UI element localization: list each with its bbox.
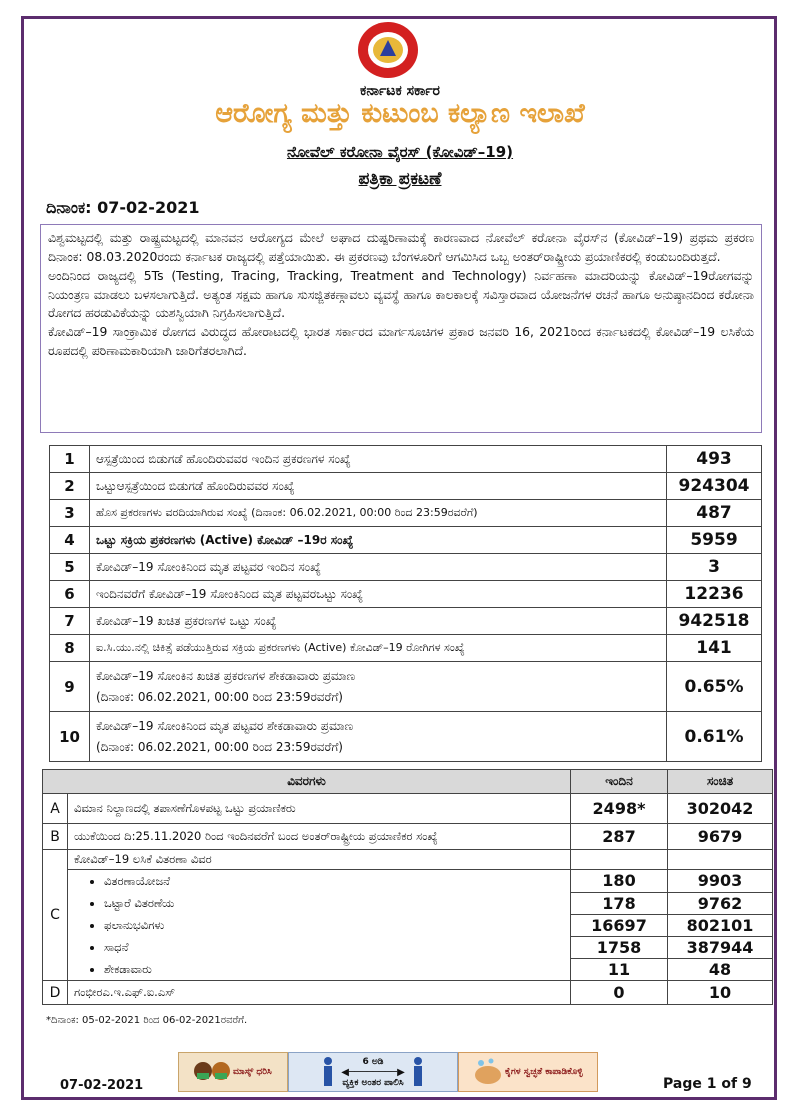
table-row (50, 608, 762, 635)
row-label: ಇಂದಿನವರೆಗೆ ಕೋವಿಡ್–19 ಸೋಂಕಿನಿಂದ ಮೃತ ಪಟ್ಟವರಒಟ್ಟು ಸಂಖ್ಯೆ (90, 581, 667, 608)
handwash-icon (471, 1057, 505, 1087)
vaccine-item-label: • ಒಟ್ಟಾರೆ ವಿತರಣೆಯ (104, 892, 564, 914)
row-today: 180 (571, 870, 668, 893)
row-cumulative: 9903 (668, 870, 773, 893)
page-prefix: Page (663, 1076, 707, 1092)
today-header: ಇಂದಿನ (571, 770, 668, 794)
subject-heading: ನೋವೆಲ್ ಕರೋನಾ ವೈರಸ್ (ಕೋವಿಡ್–19) (286, 143, 514, 161)
row-value: 487 (667, 500, 762, 527)
intro-box (40, 224, 762, 433)
row-today: 0 (571, 981, 668, 1005)
vaccine-item-label: • ಸಾಧನೆ (104, 936, 564, 958)
row-cumulative (668, 850, 773, 870)
row-number: 3 (50, 500, 90, 527)
cumulative-header: ಸಂಚಿತ (668, 770, 773, 794)
row-number: 10 (50, 712, 90, 762)
table-row (50, 662, 762, 712)
distance-text: ವ್ಯಕ್ತಿಕ ಅಂತರ ಪಾಲಿಸಿ (342, 1077, 404, 1088)
row-label: ಯುಕೆಯಿಂದ ದಿ:25.11.2020 ರಿಂದ ಇಂದಿನವರೆಗೆ ಬಂದ ಅಂತರ್‌ರಾಷ್ಟ್ರೀಯ ಪ್ರಯಾಣಿಕರ ಸಂಖ್ಯೆ (68, 824, 571, 850)
table-row (43, 850, 773, 870)
table-row (50, 712, 762, 762)
covid-stats-table (49, 445, 762, 762)
person-icon (411, 1056, 425, 1088)
row-cumulative: 9762 (668, 892, 773, 914)
mask-face-icon (193, 1057, 233, 1087)
row-value: 141 (667, 635, 762, 662)
row-number: 7 (50, 608, 90, 635)
row-label-line: ಕೋವಿಡ್–19 ಸೋಂಕಿನ ಖಚಿತ ಪ್ರಕರಣಗಳ ಶೇಕಡಾವಾರು ಪ್ರಮಾಣ (96, 668, 356, 683)
handwash-text: ಕೈಗಳ ಸ್ವಚ್ಛತೆ ಕಾಪಾಡಿಕೊಳ್ಳಿ (505, 1067, 583, 1077)
vaccine-item-label: • ಫಲಾನುಭವಿಗಳು (104, 914, 564, 936)
row-number: 2 (50, 473, 90, 500)
row-number: 5 (50, 554, 90, 581)
row-number: 1 (50, 446, 90, 473)
vaccine-item (68, 958, 571, 981)
vaccine-item (68, 936, 571, 958)
footnote: *ದಿನಾಂಕ: 05-02-2021 ರಿಂದ 06-02-2021ರವರೆಗೆ. (46, 1015, 248, 1026)
vaccine-item (68, 892, 571, 914)
vaccine-item (68, 870, 571, 893)
govt-name: ಕರ್ನಾಟಕ ಸರ್ಕಾರ (360, 83, 440, 99)
row-value: 3 (667, 554, 762, 581)
department-title: ಆರೋಗ್ಯ ಮತ್ತು ಕುಟುಂಬ ಕಲ್ಯಾಣ ಇಲಾಖೆ (215, 98, 585, 129)
row-number: 9 (50, 662, 90, 712)
row-value: 12236 (667, 581, 762, 608)
row-cumulative: 9679 (668, 824, 773, 850)
table-row (43, 914, 773, 936)
page-of: of (716, 1076, 742, 1092)
vaccine-item-label: • ವಿತರಣಾಯೋಜನೆ (104, 870, 564, 892)
row-value: 493 (667, 446, 762, 473)
distance-value: 6 ಅಡಿ (362, 1056, 384, 1067)
row-label-date: (ದಿನಾಂಕ: 06.02.2021, 00:00 ರಿಂದ 23:59ರವರೆಗೆ) (96, 689, 343, 704)
row-id: C (43, 850, 68, 981)
row-value: 924304 (667, 473, 762, 500)
table-row (50, 581, 762, 608)
row-today: 11 (571, 958, 668, 981)
vaccine-item-label: • ಶೇಕಡಾವಾರು (104, 958, 564, 980)
page-current: 1 (706, 1076, 717, 1092)
row-number: 4 (50, 527, 90, 554)
table-row (43, 936, 773, 958)
row-label: ಐ.ಸಿ.ಯು.ನಲ್ಲಿ ಚಿಕಿತ್ಸೆ ಪಡೆಯುತ್ತಿರುವ ಸಕ್ರಿಯ ಪ್ರಕರಣಗಳು (Active) ಕೋವಿಡ್–19 ರೋಗಿಗಳ ಸಂಖ್ಯೆ (90, 635, 667, 662)
details-header: ವಿವರಗಳು (43, 770, 571, 794)
vaccine-item (68, 914, 571, 936)
row-label: ಹೊಸ ಪ್ರಕರಣಗಳು ವರದಿಯಾಗಿರುವ ಸಂಖ್ಯೆ (ದಿನಾಂಕ: 06.02.2021, 00:00 ರಿಂದ 23:59ರವರೆಗೆ) (90, 500, 667, 527)
table-row (43, 794, 773, 824)
row-label (90, 662, 667, 712)
table-row (50, 446, 762, 473)
row-today (571, 850, 668, 870)
mask-text: ಮಾಸ್ಕ್ ಧರಿಸಿ (233, 1067, 272, 1077)
row-label: ಗಂಭೀರಎ.ಇ.ಎಫ್.ಐ.ಎಸ್ (68, 981, 571, 1005)
table-row (50, 554, 762, 581)
government-seal-icon (343, 20, 433, 80)
row-number: 6 (50, 581, 90, 608)
row-label: ಒಟ್ಟು ಸಕ್ರಿಯ ಪ್ರಕರಣಗಳು (Active) ಕೋವಿಡ್ –19ರ ಸಂಖ್ಯೆ (90, 527, 667, 554)
row-cumulative: 802101 (668, 914, 773, 936)
table-row (43, 958, 773, 981)
row-number: 8 (50, 635, 90, 662)
distance-label (341, 1057, 405, 1088)
vaccine-section-title: ಕೋವಿಡ್–19 ಲಸಿಕೆ ವಿತರಣಾ ವಿವರ (68, 850, 571, 870)
row-cumulative: 48 (668, 958, 773, 981)
row-label (90, 712, 667, 762)
row-value: 942518 (667, 608, 762, 635)
row-label: ಆಸ್ಪತ್ರೆಯಿಂದ ಬಿಡುಗಡೆ ಹೊಂದಿರುವವರ ಇಂದಿನ ಪ್ರಕರಣಗಳ ಸಂಖ್ಯೆ (90, 446, 667, 473)
table-row (43, 981, 773, 1005)
arrow-icon: ◀────────▶ (341, 1066, 405, 1078)
row-label-line: ಕೋವಿಡ್–19 ಸೋಂಕಿನಿಂದ ಮೃತ ಪಟ್ಟವರ ಶೇಕಡಾವಾರು ಪ್ರಮಾಣ (96, 718, 354, 733)
row-cumulative: 10 (668, 981, 773, 1005)
distance-panel (288, 1052, 458, 1092)
handwash-panel (458, 1052, 598, 1092)
table-header-row (43, 770, 773, 794)
table-row (50, 635, 762, 662)
travel-vaccine-table (42, 769, 773, 1005)
row-label: ಕೋವಿಡ್–19 ಖಚಿತ ಪ್ರಕರಣಗಳ ಒಟ್ಟು ಸಂಖ್ಯೆ (90, 608, 667, 635)
table-row (50, 473, 762, 500)
table-row (43, 892, 773, 914)
person-icon (321, 1056, 335, 1088)
row-cumulative: 387944 (668, 936, 773, 958)
footer-date: 07-02-2021 (60, 1078, 144, 1093)
row-label: ಒಟ್ಟುಆಸ್ಪತ್ರೆಯಿಂದ ಬಿಡುಗಡೆ ಹೊಂದಿರುವವರ ಸಂಖ್ಯೆ (90, 473, 667, 500)
page-total: 9 (741, 1076, 752, 1092)
row-id: B (43, 824, 68, 850)
intro-paragraph: ವಿಶ್ವಮಟ್ಟದಲ್ಲಿ ಮತ್ತು ರಾಷ್ಟ್ರಮಟ್ಟದಲ್ಲಿ ಮಾನವನ ಆರೋಗ್ಯದ ಮೇಲೆ ಅಘಾದ ದುಷ್ಪರಿಣಾಮಕ್ಕೆ ಕಾರಣವಾದ ನೋವೆಲ್ ಕರೋನಾ ವೈರಸ್‌ನ (ಕೋವಿಡ್–19) ಪ್ರಥಮ ಪ್ರಕರಣ ದಿನಾಂಕ: 08.03.2020ರಂದು ಕರ್ನಾಟಕ ರಾಜ್ಯದಲ್ಲಿ ಪತ್ತೆಯಾಯಿತು. ಈ ಪ್ರಕರಣವು ಬೆಂಗಳೂರಿಗೆ ಆಗಮಿಸಿದ ಒಬ್ಬ ಅಂತರ್‌ರಾಷ್ಟ್ರೀಯ ಪ್ರಯಾಣಿಕರಲ್ಲಿ ಕಂಡುಬಂದಿರುತ್ತದೆ. (48, 230, 754, 264)
row-value: 0.61% (667, 712, 762, 762)
table-row (43, 870, 773, 893)
row-cumulative: 302042 (668, 794, 773, 824)
row-label: ವಿಮಾನ ನಿಲ್ದಾಣದಲ್ಲಿ ತಪಾಸಣೆಗೊಳಪಟ್ಟ ಒಟ್ಟು ಪ್ರಯಾಣಿಕರು (68, 794, 571, 824)
row-today: 16697 (571, 914, 668, 936)
row-today: 1758 (571, 936, 668, 958)
row-label: ಕೋವಿಡ್–19 ಸೋಂಕಿನಿಂದ ಮೃತ ಪಟ್ಟವರ ಇಂದಿನ ಸಂಖ್ಯೆ (90, 554, 667, 581)
table-row (50, 500, 762, 527)
row-id: D (43, 981, 68, 1005)
row-today: 287 (571, 824, 668, 850)
row-today: 2498* (571, 794, 668, 824)
table-row (50, 527, 762, 554)
intro-paragraph: ಕೋವಿಡ್–19 ಸಾಂಕ್ರಾಮಿಕ ರೋಗದ ವಿರುದ್ಧದ ಹೋರಾಟದಲ್ಲಿ ಭಾರತ ಸರ್ಕಾರದ ಮಾರ್ಗಸೂಚಿಗಳ ಪ್ರಕಾರ ಜನವರಿ 16, 2021ರಿಂದ ಕರ್ನಾಟಕದಲ್ಲಿ ಕೋವಿಡ್–19 ಲಸಿಕೆಯ ರೂಪದಲ್ಲಿ ಪರಿಣಾಮಕಾರಿಯಾಗಿ ಜಾರಿಗೆತರಲಾಗಿದೆ. (48, 324, 754, 359)
row-value: 5959 (667, 527, 762, 554)
mask-panel (178, 1052, 288, 1092)
row-label-date: (ದಿನಾಂಕ: 06.02.2021, 00:00 ರಿಂದ 23:59ರವರೆಗೆ) (96, 739, 343, 754)
table-row (43, 824, 773, 850)
intro-paragraph: ಅಂದಿನಿಂದ ರಾಜ್ಯದಲ್ಲಿ 5Ts (Testing, Tracing, Tracking, Treatment and Technology) ನಿರ್ವಹಣಾ ಮಾದರಿಯನ್ನು ಕೋವಿಡ್–19ರೋಗವನ್ನು ನಿಯಂತ್ರಣ ಮಾಡಲು ಬಳಸಲಾಗುತ್ತಿದೆ. ಅತ್ಯಂತ ಸಕ್ಷಮ ಹಾಗೂ ಸುಸಜ್ಜಿತಕಣ್ಗಾವಲು ವ್ಯವಸ್ಥೆ ಹಾಗೂ ಕಾಲಕಾಲಕ್ಕೆ ಸವಿಸ್ತಾರವಾದ ಯೋಜನೆಗಳ ರಚನೆ ಹಾಗೂ ಅನುಷ್ಠಾನದಿಂದ ಕರೋನಾ ರೋಗದ ಹರಡುವಿಕೆಯನ್ನು ಯಶಸ್ವಿಯಾಗಿ ನಿಗ್ರಹಿಸಲಾಗುತ್ತಿದೆ. (48, 267, 754, 321)
row-value: 0.65% (667, 662, 762, 712)
row-id: A (43, 794, 68, 824)
safety-banner (178, 1052, 598, 1092)
row-today: 178 (571, 892, 668, 914)
release-date: ದಿನಾಂಕ: 07-02-2021 (46, 198, 200, 217)
page-number (663, 1076, 752, 1092)
press-release-heading: ಪತ್ರಿಕಾ ಪ್ರಕಟಣೆ (358, 169, 442, 189)
